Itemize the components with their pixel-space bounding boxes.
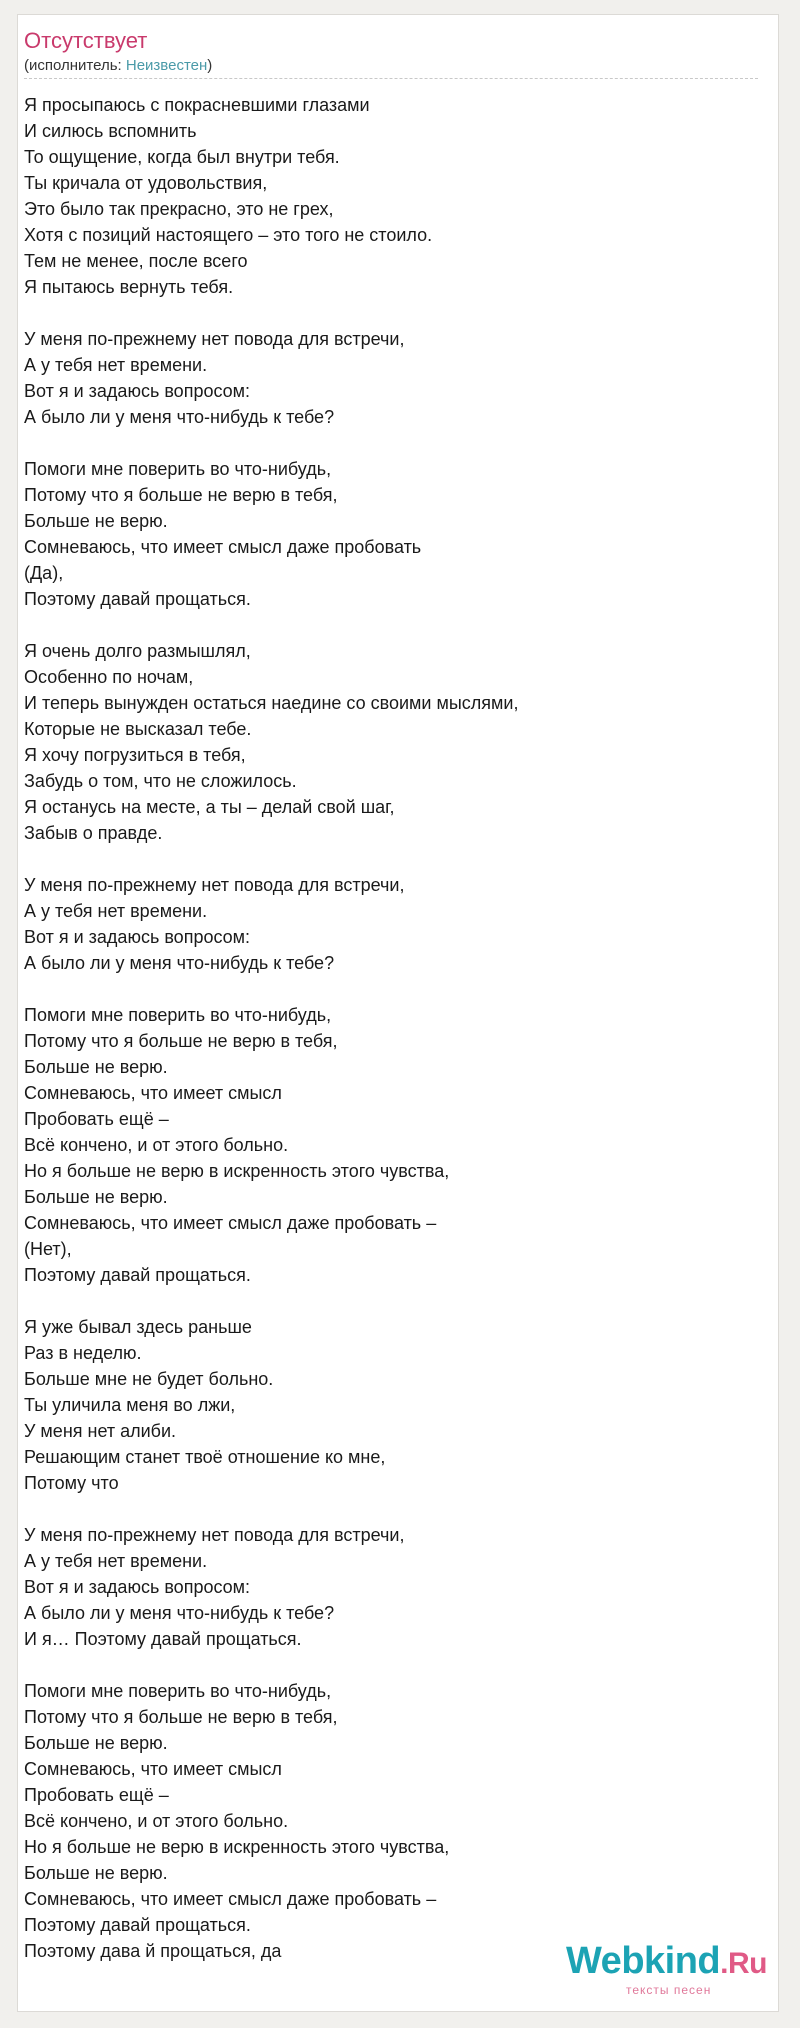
lyric-line: Помоги мне поверить во что-нибудь, — [24, 459, 332, 479]
lyric-line: Пробовать ещё – — [24, 1109, 169, 1129]
artist-suffix: ) — [207, 57, 213, 74]
lyric-line: Сомневаюсь, что имеет смысл даже пробовать – — [24, 1213, 437, 1233]
lyric-line: Помоги мне поверить во что-нибудь, — [24, 1681, 332, 1701]
lyric-line: Больше не верю. — [24, 1733, 168, 1753]
lyric-line: А было ли у меня что-нибудь к тебе? — [24, 953, 335, 973]
lyric-line: А у тебя нет времени. — [24, 901, 208, 921]
lyric-line: Сомневаюсь, что имеет смысл — [24, 1083, 282, 1103]
artist-line — [24, 57, 212, 74]
logo-main-text: Webkind — [566, 1940, 721, 1982]
lyric-line: Я просыпаюсь с покрасневшими глазами — [24, 95, 370, 115]
lyric-line: Сомневаюсь, что имеет смысл даже пробовать – — [24, 1889, 437, 1909]
lyric-line: Решающим станет твоё отношение ко мне, — [24, 1447, 386, 1467]
lyric-line: Вот я и задаюсь вопросом: — [24, 1577, 251, 1597]
lyric-line: Сомневаюсь, что имеет смысл даже пробовать — [24, 537, 422, 557]
lyric-line: (Нет), — [24, 1239, 72, 1259]
lyric-line: Потому что — [24, 1473, 119, 1493]
lyric-line: Потому что я больше не верю в тебя, — [24, 1707, 338, 1727]
lyric-line: Ты кричала от удовольствия, — [24, 173, 268, 193]
lyric-line: Которые не высказал тебе. — [24, 719, 252, 739]
lyric-line: Поэтому давай прощаться. — [24, 589, 251, 609]
lyric-line: Я останусь на месте, а ты – делай свой шаг, — [24, 797, 395, 817]
lyrics-stanza — [24, 638, 518, 846]
lyric-line: У меня нет алиби. — [24, 1421, 177, 1441]
lyric-line: Но я больше не верю в искренность этого чувства, — [24, 1837, 450, 1857]
webkind-logo[interactable] — [566, 1940, 767, 1983]
lyric-line: Больше не верю. — [24, 1187, 168, 1207]
logo-tld-text: .Ru — [720, 1947, 767, 1980]
lyrics-stanza — [24, 326, 518, 430]
lyric-line: У меня по-прежнему нет повода для встречи, — [24, 329, 405, 349]
lyric-line: (Да), — [24, 563, 64, 583]
lyrics-stanza — [24, 872, 518, 976]
lyric-line: Я пытаюсь вернуть тебя. — [24, 277, 234, 297]
lyric-line: Поэтому дава й прощаться, да — [24, 1941, 282, 1961]
lyric-line: А было ли у меня что-нибудь к тебе? — [24, 1603, 335, 1623]
lyrics-stanza — [24, 92, 518, 300]
lyrics-body — [24, 92, 518, 1964]
lyric-line: А у тебя нет времени. — [24, 1551, 208, 1571]
lyric-line: Больше мне не будет больно. — [24, 1369, 274, 1389]
lyric-line: А было ли у меня что-нибудь к тебе? — [24, 407, 335, 427]
lyric-line: И теперь вынужден остаться наедине со своими мыслями, — [24, 693, 519, 713]
page-title: Отсутствует — [24, 28, 148, 53]
lyric-line: Помоги мне поверить во что-нибудь, — [24, 1005, 332, 1025]
lyric-line: У меня по-прежнему нет повода для встречи, — [24, 875, 405, 895]
divider — [24, 78, 758, 79]
lyric-line: Вот я и задаюсь вопросом: — [24, 381, 251, 401]
lyric-line: Я хочу погрузиться в тебя, — [24, 745, 246, 765]
lyric-line: Вот я и задаюсь вопросом: — [24, 927, 251, 947]
lyrics-stanza — [24, 1314, 518, 1496]
lyric-line: Тем не менее, после всего — [24, 251, 248, 271]
lyric-line: Сомневаюсь, что имеет смысл — [24, 1759, 282, 1779]
lyric-line: И силюсь вспомнить — [24, 121, 197, 141]
lyric-line: Раз в неделю. — [24, 1343, 142, 1363]
lyric-line: Но я больше не верю в искренность этого чувства, — [24, 1161, 450, 1181]
lyric-line: Потому что я больше не верю в тебя, — [24, 485, 338, 505]
lyrics-stanza — [24, 456, 518, 612]
lyric-line: Пробовать ещё – — [24, 1785, 169, 1805]
lyric-line: Больше не верю. — [24, 1057, 168, 1077]
lyric-line: Хотя с позиций настоящего – это того не стоило. — [24, 225, 433, 245]
lyric-line: То ощущение, когда был внутри тебя. — [24, 147, 340, 167]
lyric-line: Всё кончено, и от этого больно. — [24, 1811, 289, 1831]
lyric-line: У меня по-прежнему нет повода для встречи, — [24, 1525, 405, 1545]
lyric-line: Я уже бывал здесь раньше — [24, 1317, 252, 1337]
lyric-line: Это было так прекрасно, это не грех, — [24, 199, 334, 219]
lyric-line: Поэтому давай прощаться. — [24, 1915, 251, 1935]
lyric-line: Больше не верю. — [24, 511, 168, 531]
lyric-line: И я… Поэтому давай прощаться. — [24, 1629, 302, 1649]
lyric-line: Особенно по ночам, — [24, 667, 194, 687]
artist-prefix: (исполнитель: — [24, 57, 126, 74]
lyric-line: Забудь о том, что не сложилось. — [24, 771, 297, 791]
lyric-line: Поэтому давай прощаться. — [24, 1265, 251, 1285]
lyric-line: А у тебя нет времени. — [24, 355, 208, 375]
lyrics-stanza — [24, 1678, 518, 1964]
lyrics-stanza — [24, 1522, 518, 1652]
lyric-line: Забыв о правде. — [24, 823, 163, 843]
lyric-line: Ты уличила меня во лжи, — [24, 1395, 236, 1415]
lyrics-stanza — [24, 1002, 518, 1288]
artist-link[interactable]: Неизвестен — [125, 57, 208, 74]
lyric-line: Больше не верю. — [24, 1863, 168, 1883]
lyric-line: Потому что я больше не верю в тебя, — [24, 1031, 338, 1051]
lyric-line: Я очень долго размышлял, — [24, 641, 251, 661]
logo-tagline: тексты песен — [626, 1983, 712, 1997]
lyric-line: Всё кончено, и от этого больно. — [24, 1135, 289, 1155]
